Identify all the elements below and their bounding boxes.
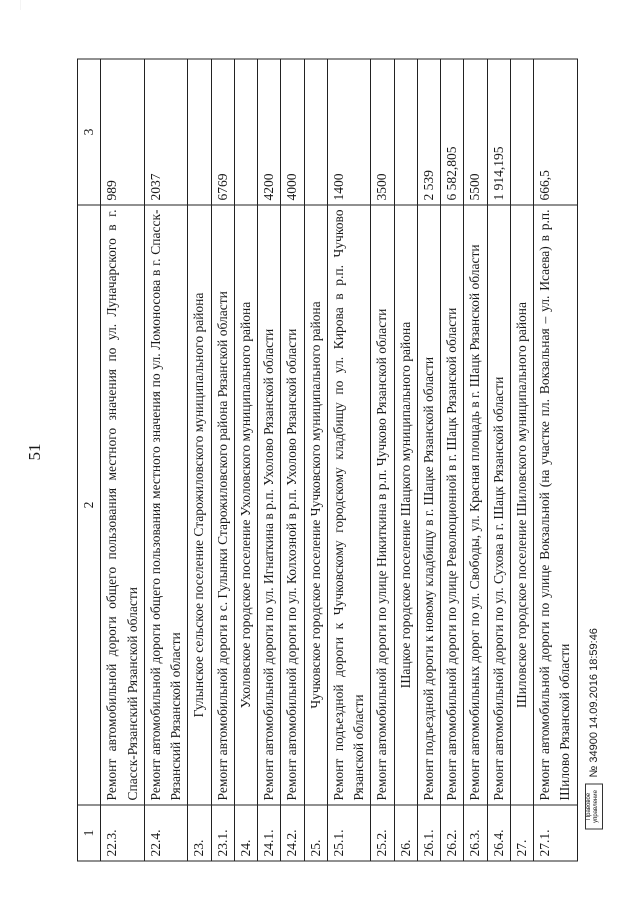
row-number: 24.2. xyxy=(281,805,304,861)
row-description: Ремонт автомобильной дороги общего пользования местного значения по ул. Луначарского в г. Спасск-Рязанский Рязанской области xyxy=(101,205,145,805)
table-row xyxy=(101,59,145,861)
row-number: 22.4. xyxy=(144,805,188,861)
row-description: Ремонт автомобильных дорог по ул. Свободы, ул. Красная площадь в г. Шацк Рязанской области xyxy=(464,205,487,805)
table-row xyxy=(417,59,440,861)
row-description: Ремонт автомобильной дороги по улице Вокзальной (на участке пл. Вокзальная – ул. Исаева) в р.п. Шилово Рязанской области xyxy=(534,205,578,805)
row-amount: 989 xyxy=(101,59,145,205)
row-amount xyxy=(304,59,327,205)
row-description: Ремонт автомобильной дороги по улице Революционной в г. Шацк Рязанской области xyxy=(441,205,464,805)
row-amount: 6 582,805 xyxy=(441,59,464,205)
rotated-page xyxy=(25,35,615,870)
table-body xyxy=(101,59,577,861)
section-row xyxy=(304,59,327,861)
row-amount: 1400 xyxy=(327,59,371,205)
row-number: 25.1. xyxy=(327,805,371,861)
row-description: Ремонт автомобильной дороги по ул. Сухова в г. Шацк Рязанской области xyxy=(487,205,510,805)
row-description: Ремонт автомобильной дороги по ул. Игнаткина в р.п. Ухолово Рязанской области xyxy=(258,205,281,805)
registry-logo: Правовое управление xyxy=(585,784,603,830)
section-title: Чучковское городское поселение Чучковского муниципального района xyxy=(304,205,327,805)
row-amount: 4200 xyxy=(258,59,281,205)
table-row xyxy=(464,59,487,861)
table-row xyxy=(441,59,464,861)
header-col-1: 1 xyxy=(78,805,101,861)
section-row xyxy=(188,59,211,861)
section-title: Ухоловское городское поселение Ухоловского муниципального района xyxy=(234,205,257,805)
row-number: 27.1. xyxy=(534,805,578,861)
row-description: Ремонт автомобильной дороги по ул. Колхозной в р.п. Ухолово Рязанской области xyxy=(281,205,304,805)
row-number: 23. xyxy=(188,805,211,861)
document-registration-number: № 34900 14.09.2016 18:59:46 xyxy=(588,628,600,778)
row-description: Ремонт автомобильной дороги по улице Никиткина в р.п. Чучково Рязанской области xyxy=(371,205,394,805)
row-amount: 2 539 xyxy=(417,59,440,205)
road-repair-table xyxy=(77,59,578,862)
row-number: 26.4. xyxy=(487,805,510,861)
table-row xyxy=(211,59,234,861)
row-amount xyxy=(234,59,257,205)
table-row xyxy=(281,59,304,861)
scan-edge xyxy=(0,0,640,10)
row-amount: 666,5 xyxy=(534,59,578,205)
section-row xyxy=(394,59,417,861)
row-description: Ремонт подъездной дороги к Чучковскому городскому кладбищу по ул. Кирова в р.п. Чучково Рязанской области xyxy=(327,205,371,805)
table-row xyxy=(327,59,371,861)
row-number: 24.1. xyxy=(258,805,281,861)
section-title: Шиловское городское поселение Шиловского муниципального района xyxy=(510,205,533,805)
row-number: 27. xyxy=(510,805,533,861)
section-row xyxy=(234,59,257,861)
row-number: 25. xyxy=(304,805,327,861)
row-number: 22.3. xyxy=(101,805,145,861)
section-title: Шацкое городское поселение Шацкого муниципального района xyxy=(394,205,417,805)
row-amount: 5500 xyxy=(464,59,487,205)
table-row xyxy=(258,59,281,861)
row-number: 26. xyxy=(394,805,417,861)
table-row xyxy=(534,59,578,861)
row-amount: 4000 xyxy=(281,59,304,205)
header-col-3: 3 xyxy=(78,59,101,205)
row-amount xyxy=(394,59,417,205)
row-number: 26.3. xyxy=(464,805,487,861)
section-title: Гулынское сельское поселение Старожиловского муниципального района xyxy=(188,205,211,805)
row-amount: 3500 xyxy=(371,59,394,205)
table-header-row xyxy=(78,59,101,861)
registration-stamp xyxy=(585,628,603,829)
table-row xyxy=(487,59,510,861)
row-number: 25.2. xyxy=(371,805,394,861)
row-number: 26.2. xyxy=(441,805,464,861)
table-row xyxy=(144,59,188,861)
row-amount: 2037 xyxy=(144,59,188,205)
row-amount: 1 914,195 xyxy=(487,59,510,205)
row-description: Ремонт автомобильной дороги общего пользования местного значения по ул. Ломоносова в г. Спасск-Рязанский Рязанской области xyxy=(144,205,188,805)
page-number: 51 xyxy=(25,443,44,461)
section-row xyxy=(510,59,533,861)
row-description: Ремонт подъездной дороги к новому кладбищу в г. Шацке Рязанской области xyxy=(417,205,440,805)
header-col-2: 2 xyxy=(78,205,101,805)
row-number: 26.1. xyxy=(417,805,440,861)
row-amount xyxy=(510,59,533,205)
row-number: 23.1. xyxy=(211,805,234,861)
row-amount xyxy=(188,59,211,205)
row-amount: 6769 xyxy=(211,59,234,205)
row-number: 24. xyxy=(234,805,257,861)
table-row xyxy=(371,59,394,861)
row-description: Ремонт автомобильной дороги в с. Гулынки Старожиловского района Рязанской области xyxy=(211,205,234,805)
